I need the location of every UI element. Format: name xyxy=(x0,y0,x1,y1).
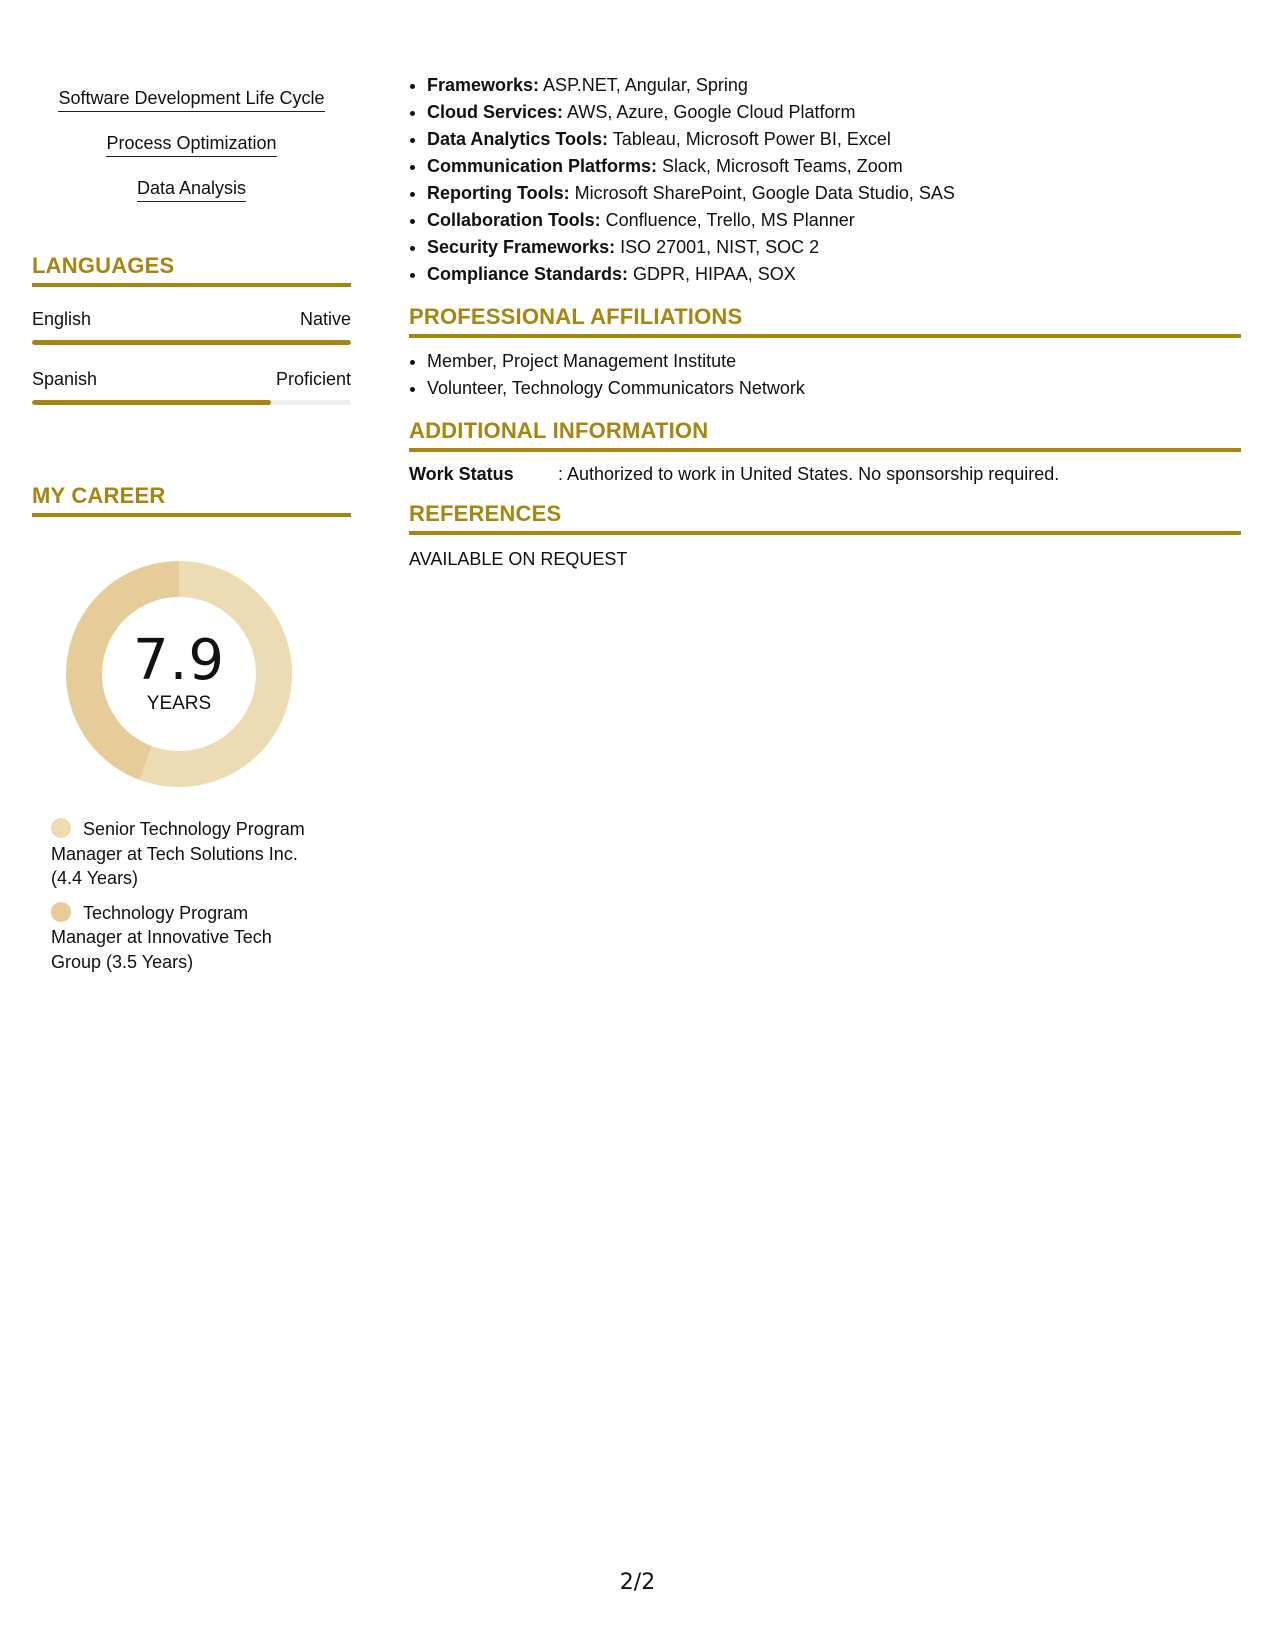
legend-dot-icon xyxy=(51,818,71,838)
language-name: Spanish xyxy=(32,369,98,389)
affiliations-title: PROFESSIONAL AFFILIATIONS xyxy=(409,304,1241,338)
language-bar-fill xyxy=(32,400,271,405)
list-item: • Communication Platforms: Slack, Microsoft Teams, Zoom xyxy=(427,153,1241,180)
references-text: AVAILABLE ON REQUEST xyxy=(409,549,628,569)
language-name: English xyxy=(32,309,92,329)
tools-list xyxy=(409,72,1241,288)
career-legend xyxy=(32,817,351,974)
career-donut xyxy=(66,561,292,787)
language-item xyxy=(32,309,351,345)
language-bar xyxy=(32,340,351,345)
page-number: 2/2 xyxy=(619,1570,656,1595)
list-item: • Compliance Standards: GDPR, HIPAA, SOX xyxy=(427,261,1241,288)
legend-dot-icon xyxy=(51,902,71,922)
language-bar-fill xyxy=(32,340,351,345)
list-item: • Security Frameworks: ISO 27001, NIST, SOC 2 xyxy=(427,234,1241,261)
language-item xyxy=(32,369,351,405)
work-status-row xyxy=(409,464,1241,485)
additional-info-title: ADDITIONAL INFORMATION xyxy=(409,418,1241,452)
list-item: • Reporting Tools: Microsoft SharePoint, Google Data Studio, SAS xyxy=(427,180,1241,207)
language-level: Proficient xyxy=(275,369,351,389)
career-title: MY CAREER xyxy=(32,483,351,517)
list-item: • Collaboration Tools: Confluence, Trello, MS Planner xyxy=(427,207,1241,234)
skill-tag: Software Development Life Cycle xyxy=(32,72,351,117)
right-column xyxy=(409,72,1241,570)
references-title: REFERENCES xyxy=(409,501,1241,535)
list-item: • Data Analytics Tools: Tableau, Microsoft Power BI, Excel xyxy=(427,126,1241,153)
work-status-label: Work Status xyxy=(409,464,514,484)
list-item: • Member, Project Management Institute xyxy=(427,348,1241,375)
legend-item: Senior Technology Program Manager at Tech Solutions Inc. (4.4 Years) xyxy=(51,819,305,888)
languages-title: LANGUAGES xyxy=(32,253,351,287)
career-total-unit: YEARS xyxy=(146,693,212,714)
list-item: • Frameworks: ASP.NET, Angular, Spring xyxy=(427,72,1241,99)
left-column xyxy=(32,72,351,974)
language-bar xyxy=(32,400,351,405)
legend-item: Technology Program Manager at Innovative Tech Group (3.5 Years) xyxy=(51,902,272,972)
language-level: Native xyxy=(299,309,351,329)
skill-tag: Data Analysis xyxy=(32,162,351,207)
skill-tag: Process Optimization xyxy=(32,117,351,162)
list-item: • Volunteer, Technology Communicators Network xyxy=(427,375,1241,402)
affiliations-list xyxy=(409,348,1241,402)
career-total-years: 7.9 xyxy=(132,628,226,693)
list-item: • Cloud Services: AWS, Azure, Google Cloud Platform xyxy=(427,99,1241,126)
work-status-value: : Authorized to work in United States. No sponsorship required. xyxy=(558,464,1060,484)
